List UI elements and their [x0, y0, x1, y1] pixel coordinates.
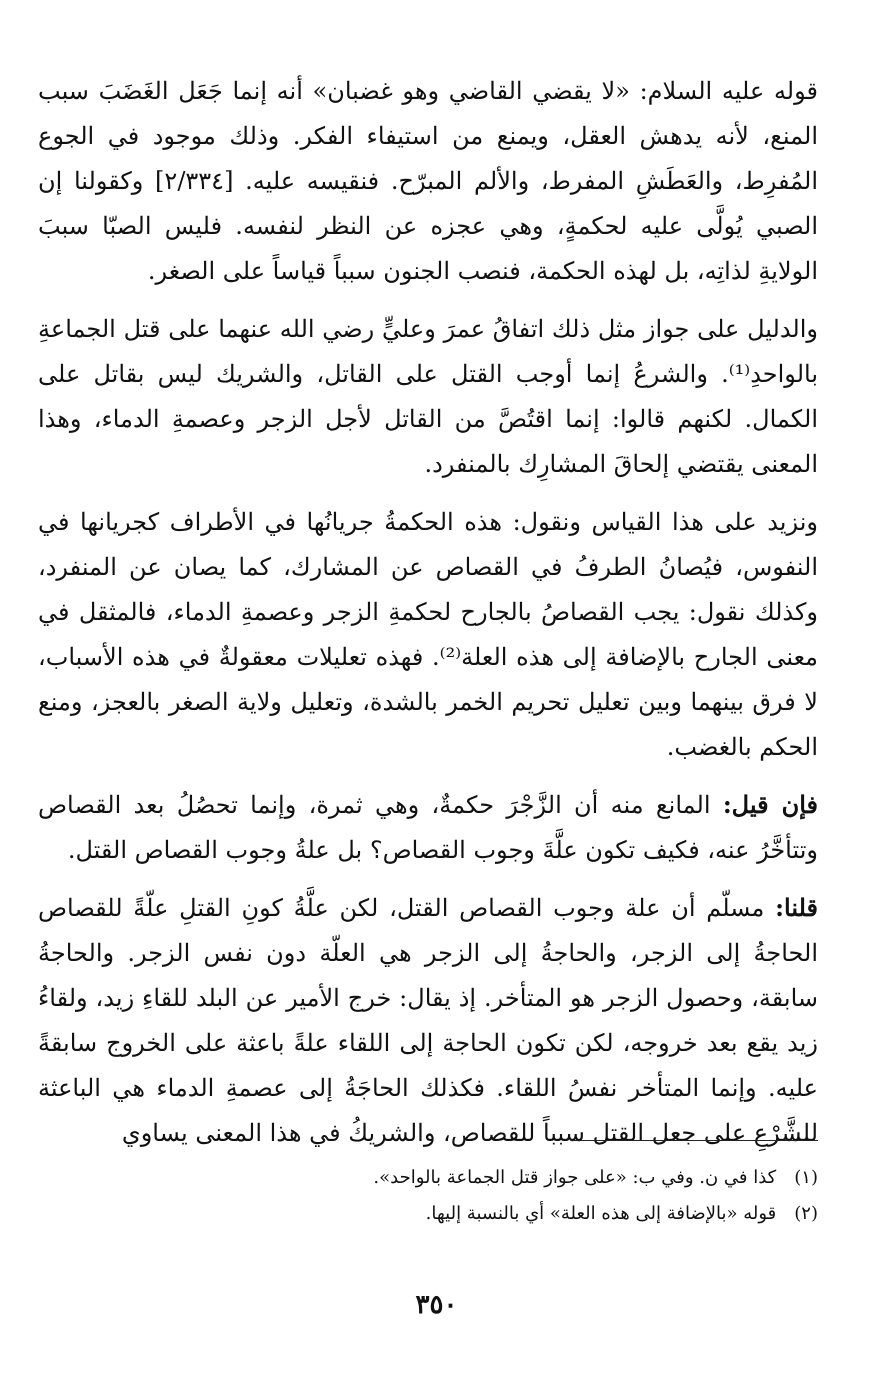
- footnote-2: [38, 1196, 818, 1232]
- footnote-text: كذا في ن. وفي ب: «على جواز قتل الجماعة بالواحد».: [373, 1167, 777, 1188]
- footnote-1: [38, 1160, 818, 1196]
- footnote-number: (١): [794, 1167, 818, 1188]
- paragraph-5: [38, 885, 818, 1156]
- main-text: [38, 68, 818, 1168]
- paragraph-4: [38, 782, 818, 873]
- footnote-number: (٢): [794, 1203, 818, 1224]
- paragraph-text: مسلّم أن علة وجوب القصاص القتل، لكن علَّةُ كونِ القتلِ علّةً للقصاص الحاجةُ إلى الزجر، والحاجةُ إلى الزجر هي العلّة دون نفس الزجر. والحاجةُ سابقة، وحصول الزجر هو المتأخر. إذ يقال: خرج الأمير عن البلد للقاءِ زيد، ولقاءُ زيد يقع بعد خروجه، لكن تكون الحاجة إلى اللقاء علةً باعثة على الخروج سابقةً عليه. وإنما المتأخر نفسُ اللقاء. فكذلك الحاجَةُ إلى عصمةِ الدماء هي الباعثة للشَّرْعِ على جعل القتل سبباً للقصاص، والشريكُ في هذا المعنى يساوي: [38, 894, 818, 1147]
- paragraph-2: [38, 306, 818, 487]
- footnotes: [38, 1160, 818, 1232]
- paragraph-text: المانع منه أن الزَّجْرَ حكمةٌ، وهي ثمرة، وإنما تحصُلُ بعد القصاص وتتأخَّرُ عنه، فكيف تكون علَّةَ وجوب القصاص؟ بل علةُ وجوب القصاص القتل.: [38, 791, 818, 864]
- paragraph-1: [38, 68, 818, 294]
- page-number: ٣٥٠: [415, 1290, 458, 1320]
- footnote-separator: [571, 1140, 818, 1141]
- paragraph-lead: قلنا:: [775, 893, 818, 922]
- paragraph-text: والدليل على جواز مثل ذلك اتفاقُ عمرَ وعليٍّ رضي الله عنهما على قتل الجماعةِ بالواحدِ⁽¹⁾. والشرعُ إنما أوجب القتل على القاتل، والشريك ليس بقاتل على الكمال. لكنهم قالوا: إنما اقتُصَّ من القاتل لأجل الزجر وعصمةِ الدماء، وهذا المعنى يقتضي إلحاقَ المشارِك بالمنفرد.: [38, 315, 818, 478]
- paragraph-3: [38, 499, 818, 770]
- paragraph-lead: فإن قيل:: [722, 790, 818, 819]
- paragraph-text: ونزيد على هذا القياس ونقول: هذه الحكمةُ جريانُها في الأطراف كجريانها في النفوس، فيُصانُ الطرفُ في القصاص عن المشارك، كما يصان عن المنفرد، وكذلك نقول: يجب القصاصُ بالجارح لحكمةِ الزجر وعصمةِ الدماء، فالمثقل في معنى الجارح بالإضافة إلى هذه العلة⁽²⁾. فهذه تعليلات معقولةٌ في هذه الأسباب، لا فرق بينهما وبين تعليل تحريم الخمر بالشدة، وتعليل ولاية الصغر بالعجز، ومنع الحكم بالغضب.: [38, 508, 819, 761]
- paragraph-text: قوله عليه السلام: «لا يقضي القاضي وهو غضبان» أنه إنما جَعَل الغَضَبَ سبب المنع، لأنه يدهش العقل، ويمنع من استيفاء الفكر. وذلك موجود في الجوع المُفرِط، والعَطَشِ المفرط، والألم المبرّح. فنقيسه عليه. [٢/٣٣٤] وكقولنا إن الصبي يُولَّى عليه لحكمةٍ، وهي عجزه عن النظر لنفسه. فليس الصبّا سببَ الولايةِ لذاتِه، بل لهذه الحكمة، فنصب الجنون سبباً قياساً على الصغر.: [38, 77, 818, 285]
- footnote-text: قوله «بالإضافة إلى هذه العلة» أي بالنسبة إليها.: [425, 1203, 777, 1224]
